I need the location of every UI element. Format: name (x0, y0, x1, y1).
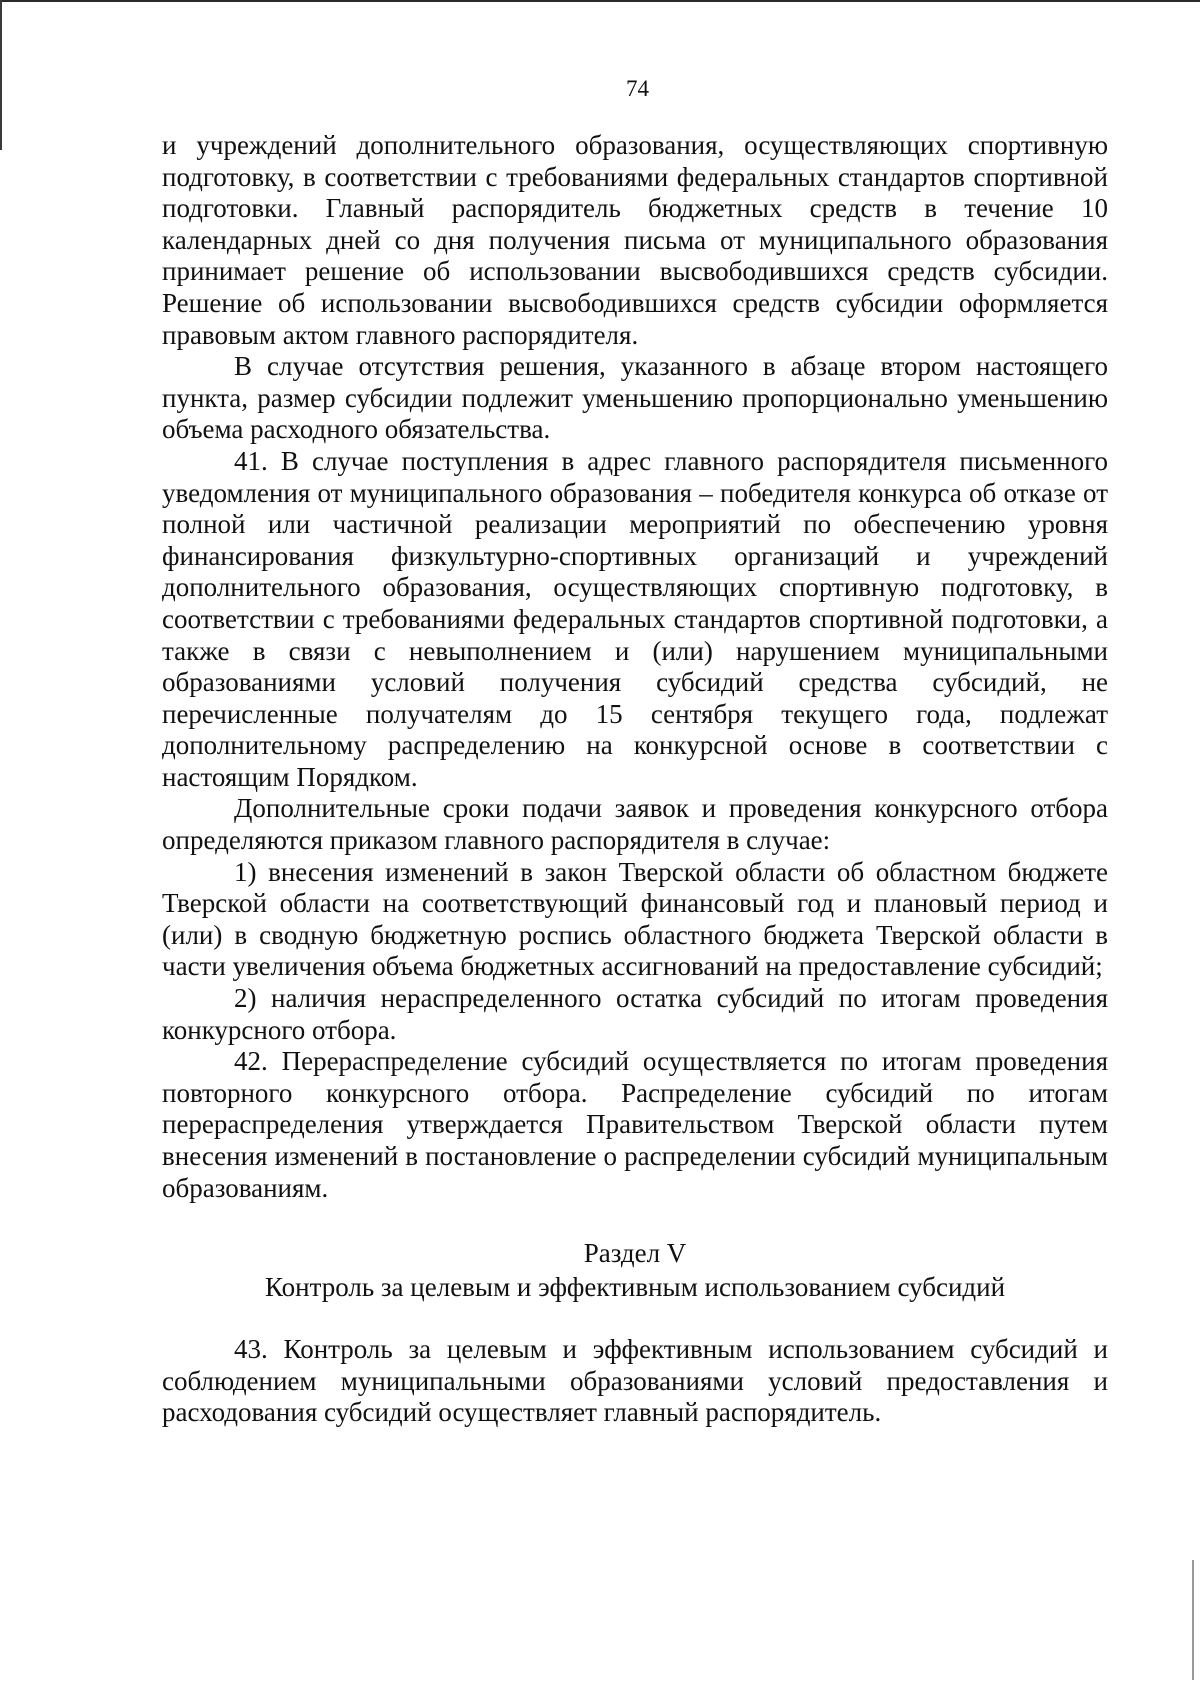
paragraph-subitem-2: 2) наличия нераспределенного остатка субсидий по итогам проведения конкурсного отбора. (162, 983, 1108, 1045)
paragraph-item-42: 42. Перераспределение субсидий осуществляется по итогам проведения повторного конкурсного отбора. Распределение субсидий по итогам перераспределения утверждается Правительством Тверской области путем внесения изменений в постановление о распределении субсидий муниципальным образованиям. (162, 1046, 1108, 1203)
paragraph-additional-deadlines: Дополнительные сроки подачи заявок и проведения конкурсного отбора определяются приказом главного распорядителя в случае: (162, 793, 1108, 856)
paragraph-subitem-1: 1) внесения изменений в закон Тверской области об областном бюджете Тверской области на соответствующий финансовый год и плановый период и (или) в сводную бюджетную роспись областного бюджета Тверской области в части увеличения объема бюджетных ассигнований на предоставление субсидий; (162, 856, 1108, 982)
scan-edge-right (1192, 1560, 1194, 1680)
section-title: Раздел V (583, 1238, 687, 1269)
section-heading (162, 1236, 1108, 1304)
section-subtitle: Контроль за целевым и эффективным использованием субсидий (264, 1272, 1006, 1303)
scan-edge-left (0, 0, 2, 150)
document-body (162, 130, 1108, 1429)
page-number: 74 (626, 76, 649, 101)
paragraph-continuation: и учреждений дополнительного образования, осуществляющих спортивную подготовку, в соответствии с требованиями федеральных стандартов спортивной подготовки. Главный распорядитель бюджетных средств в течение 10 календарных дней со дня получения письма от муниципального образования принимает решение об использовании высвободившихся средств субсидии. Решение об использовании высвободившихся средств субсидии оформляется правовым актом главного распорядителя. (162, 130, 1108, 350)
scan-edge-top (0, 0, 1200, 2)
paragraph-item-41: 41. В случае поступления в адрес главного распорядителя письменного уведомления от муниципального образования – победителя конкурса об отказе от полной или частичной реализации мероприятий по обеспечению уровня финансирования физкультурно-спортивных организаций и учреждений дополнительного образования, осуществляющих спортивную подготовку, в соответствии с требованиями федеральных стандартов спортивной подготовки, а также в связи с невыполнением и (или) нарушением муниципальными образованиями условий получения субсидий средства субсидий, не перечисленные получателям до 15 сентября текущего года, подлежат дополнительному распределению на конкурсной основе в соответствии с настоящим Порядком. (162, 445, 1108, 792)
paragraph-absence-of-decision: В случае отсутствия решения, указанного в абзаце втором настоящего пункта, размер субсидии подлежит уменьшению пропорционально уменьшению объема расходного обязательства. (162, 351, 1108, 445)
paragraph-item-43: 43. Контроль за целевым и эффективным использованием субсидий и соблюдением муниципальными образованиями условий предоставления и расходования субсидий осуществляет главный распорядитель. (162, 1334, 1108, 1428)
